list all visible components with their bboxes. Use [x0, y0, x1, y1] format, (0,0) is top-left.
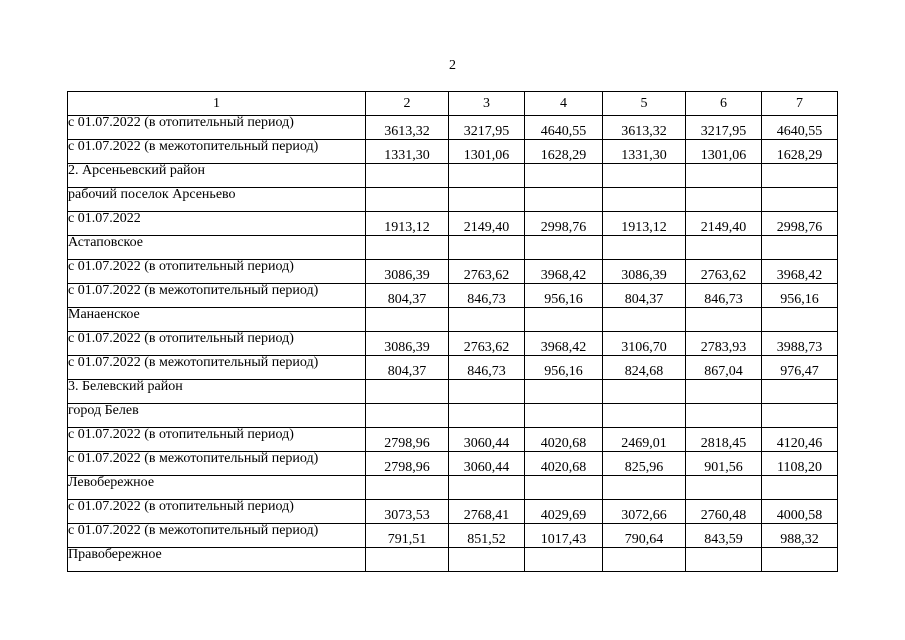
value-cell — [449, 236, 525, 260]
header-cell: 4 — [525, 92, 603, 116]
value-cell: 1301,06 — [686, 140, 762, 164]
value-cell — [762, 188, 838, 212]
row-label: 2. Арсеньевский район — [68, 164, 366, 188]
table-row — [68, 332, 838, 356]
table-row — [68, 236, 838, 260]
table-row — [68, 548, 838, 572]
value-cell: 825,96 — [603, 452, 686, 476]
value-cell — [686, 476, 762, 500]
value-cell: 791,51 — [366, 524, 449, 548]
value-cell — [525, 404, 603, 428]
value-cell: 3086,39 — [366, 332, 449, 356]
row-label: с 01.07.2022 (в отопительный период) — [68, 428, 366, 452]
value-cell: 956,16 — [525, 356, 603, 380]
value-cell: 804,37 — [366, 284, 449, 308]
value-cell — [449, 164, 525, 188]
value-cell: 3060,44 — [449, 452, 525, 476]
row-label: 3. Белевский район — [68, 380, 366, 404]
row-label: Астаповское — [68, 236, 366, 260]
value-cell: 4020,68 — [525, 428, 603, 452]
value-cell — [762, 404, 838, 428]
value-cell — [686, 380, 762, 404]
value-cell — [603, 308, 686, 332]
row-label: Манаенское — [68, 308, 366, 332]
value-cell: 3073,53 — [366, 500, 449, 524]
value-cell — [366, 476, 449, 500]
tariff-table — [67, 91, 838, 572]
page-number: 2 — [449, 58, 456, 73]
value-cell: 4020,68 — [525, 452, 603, 476]
header-cell: 7 — [762, 92, 838, 116]
value-cell — [686, 308, 762, 332]
table-row — [68, 404, 838, 428]
value-cell: 851,52 — [449, 524, 525, 548]
value-cell — [603, 236, 686, 260]
value-cell — [603, 164, 686, 188]
value-cell: 790,64 — [603, 524, 686, 548]
row-label: с 01.07.2022 — [68, 212, 366, 236]
value-cell: 2998,76 — [762, 212, 838, 236]
value-cell — [686, 404, 762, 428]
value-cell: 2798,96 — [366, 428, 449, 452]
table-row — [68, 476, 838, 500]
value-cell: 2149,40 — [449, 212, 525, 236]
value-cell: 846,73 — [449, 284, 525, 308]
value-cell: 1331,30 — [366, 140, 449, 164]
header-cell: 3 — [449, 92, 525, 116]
value-cell — [449, 308, 525, 332]
value-cell: 4640,55 — [762, 116, 838, 140]
table-row — [68, 524, 838, 548]
value-cell — [366, 308, 449, 332]
value-cell: 4029,69 — [525, 500, 603, 524]
value-cell: 3060,44 — [449, 428, 525, 452]
value-cell: 2763,62 — [449, 332, 525, 356]
table-row — [68, 116, 838, 140]
value-cell: 3106,70 — [603, 332, 686, 356]
value-cell: 3968,42 — [525, 332, 603, 356]
value-cell: 3086,39 — [366, 260, 449, 284]
value-cell: 2998,76 — [525, 212, 603, 236]
value-cell: 1331,30 — [603, 140, 686, 164]
table-row — [68, 428, 838, 452]
row-label: город Белев — [68, 404, 366, 428]
value-cell: 3613,32 — [366, 116, 449, 140]
value-cell: 2763,62 — [449, 260, 525, 284]
value-cell: 976,47 — [762, 356, 838, 380]
value-cell — [762, 476, 838, 500]
value-cell — [366, 188, 449, 212]
value-cell: 843,59 — [686, 524, 762, 548]
value-cell — [449, 548, 525, 572]
value-cell: 4120,46 — [762, 428, 838, 452]
table-row — [68, 212, 838, 236]
table-row — [68, 284, 838, 308]
table-row — [68, 140, 838, 164]
value-cell — [603, 548, 686, 572]
header-row — [68, 92, 838, 116]
table-row — [68, 356, 838, 380]
value-cell: 846,73 — [449, 356, 525, 380]
value-cell: 1628,29 — [525, 140, 603, 164]
row-label: с 01.07.2022 (в отопительный период) — [68, 116, 366, 140]
value-cell: 4640,55 — [525, 116, 603, 140]
row-label: с 01.07.2022 (в межотопительный период) — [68, 524, 366, 548]
table-row — [68, 164, 838, 188]
value-cell — [686, 548, 762, 572]
value-cell: 3968,42 — [525, 260, 603, 284]
value-cell: 3968,42 — [762, 260, 838, 284]
value-cell: 3086,39 — [603, 260, 686, 284]
value-cell: 804,37 — [366, 356, 449, 380]
value-cell: 1628,29 — [762, 140, 838, 164]
value-cell — [525, 308, 603, 332]
value-cell — [525, 380, 603, 404]
value-cell — [686, 164, 762, 188]
table-row — [68, 500, 838, 524]
value-cell: 2768,41 — [449, 500, 525, 524]
row-label: с 01.07.2022 (в отопительный период) — [68, 332, 366, 356]
value-cell — [525, 548, 603, 572]
value-cell — [525, 164, 603, 188]
value-cell — [366, 380, 449, 404]
value-cell: 2818,45 — [686, 428, 762, 452]
row-label: с 01.07.2022 (в межотопительный период) — [68, 452, 366, 476]
row-label: с 01.07.2022 (в отопительный период) — [68, 260, 366, 284]
table-row — [68, 380, 838, 404]
table-row — [68, 188, 838, 212]
value-cell: 2798,96 — [366, 452, 449, 476]
table-row — [68, 308, 838, 332]
row-label: с 01.07.2022 (в межотопительный период) — [68, 284, 366, 308]
value-cell: 1301,06 — [449, 140, 525, 164]
value-cell: 2149,40 — [686, 212, 762, 236]
value-cell: 4000,58 — [762, 500, 838, 524]
value-cell — [762, 236, 838, 260]
value-cell: 988,32 — [762, 524, 838, 548]
header-cell: 5 — [603, 92, 686, 116]
value-cell: 901,56 — [686, 452, 762, 476]
value-cell: 3072,66 — [603, 500, 686, 524]
value-cell: 824,68 — [603, 356, 686, 380]
row-label: Правобережное — [68, 548, 366, 572]
value-cell — [449, 188, 525, 212]
table-row — [68, 260, 838, 284]
value-cell: 956,16 — [525, 284, 603, 308]
value-cell: 3217,95 — [449, 116, 525, 140]
value-cell: 846,73 — [686, 284, 762, 308]
value-cell — [525, 236, 603, 260]
value-cell — [603, 188, 686, 212]
value-cell — [449, 380, 525, 404]
value-cell: 3217,95 — [686, 116, 762, 140]
value-cell: 1913,12 — [603, 212, 686, 236]
value-cell: 3988,73 — [762, 332, 838, 356]
row-label: с 01.07.2022 (в межотопительный период) — [68, 356, 366, 380]
table-row — [68, 452, 838, 476]
value-cell — [366, 236, 449, 260]
value-cell — [449, 404, 525, 428]
row-label: рабочий поселок Арсеньево — [68, 188, 366, 212]
value-cell — [366, 164, 449, 188]
value-cell — [762, 548, 838, 572]
value-cell — [603, 404, 686, 428]
row-label: с 01.07.2022 (в отопительный период) — [68, 500, 366, 524]
value-cell — [686, 188, 762, 212]
value-cell: 2469,01 — [603, 428, 686, 452]
value-cell — [603, 380, 686, 404]
value-cell — [603, 476, 686, 500]
row-label: Левобережное — [68, 476, 366, 500]
value-cell — [525, 188, 603, 212]
value-cell — [762, 308, 838, 332]
value-cell — [525, 476, 603, 500]
value-cell: 867,04 — [686, 356, 762, 380]
value-cell: 804,37 — [603, 284, 686, 308]
value-cell — [686, 236, 762, 260]
value-cell: 2783,93 — [686, 332, 762, 356]
header-cell: 6 — [686, 92, 762, 116]
value-cell — [762, 380, 838, 404]
value-cell: 2760,48 — [686, 500, 762, 524]
value-cell: 3613,32 — [603, 116, 686, 140]
value-cell: 956,16 — [762, 284, 838, 308]
header-cell: 1 — [68, 92, 366, 116]
value-cell — [366, 404, 449, 428]
value-cell — [762, 164, 838, 188]
value-cell: 1108,20 — [762, 452, 838, 476]
header-cell: 2 — [366, 92, 449, 116]
value-cell — [449, 476, 525, 500]
row-label: с 01.07.2022 (в межотопительный период) — [68, 140, 366, 164]
value-cell: 1017,43 — [525, 524, 603, 548]
value-cell: 2763,62 — [686, 260, 762, 284]
value-cell: 1913,12 — [366, 212, 449, 236]
value-cell — [366, 548, 449, 572]
